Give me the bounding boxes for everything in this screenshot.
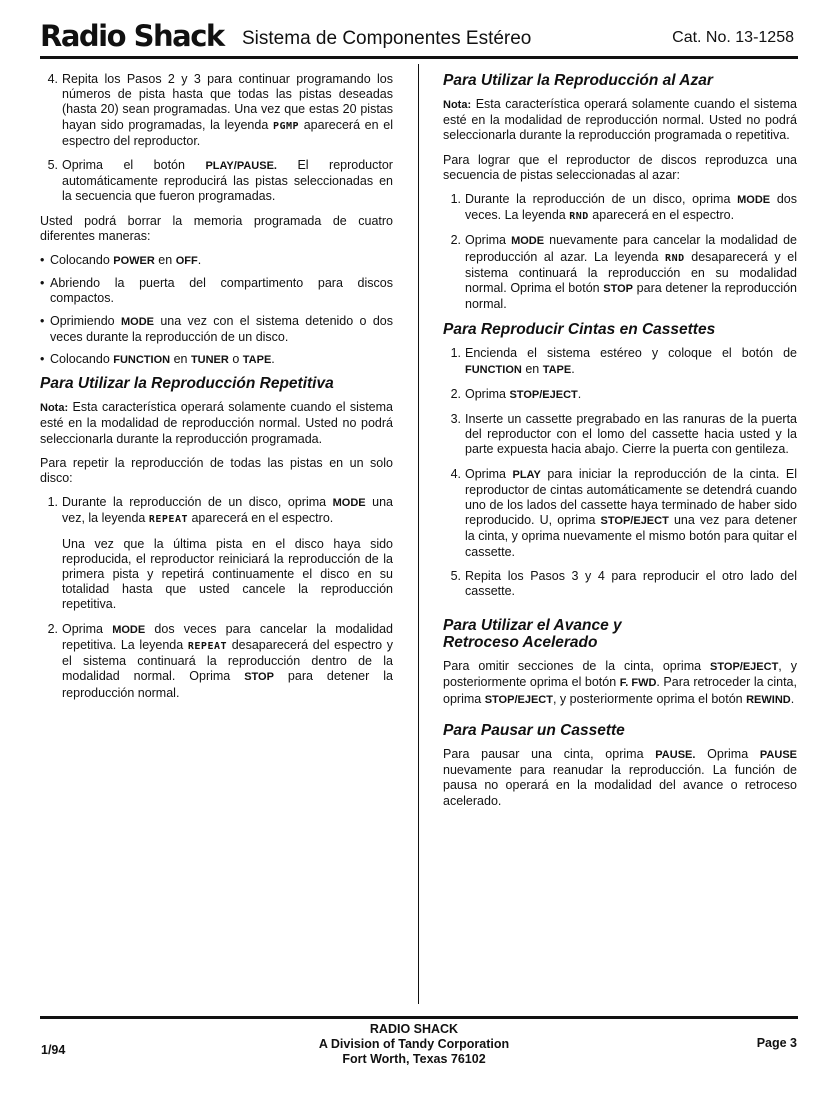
pause-section-heading: Para Pausar un Cassette: [443, 721, 625, 739]
fast-forward-instructions: Para omitir secciones de la cinta, oprima STOP/EJECT, y posteriormente oprima el botón F. FWD. Para retroceder la cinta, oprima STOP/EJECT, y posteriormente oprima el botón REWIND.: [443, 659, 797, 706]
erase-memory-intro: Usted podrá borrar la memoria programada de cuatro diferentes maneras:: [40, 213, 393, 243]
header-rule: [40, 56, 798, 59]
repeat-step-2: 2. Oprima MODE dos veces para cancelar la modalidad repetitiva. La leyenda REPEAT desaparecerá del espectro y el sistema continuará la reproducción dentro de la modalidad normal. Oprima STOP para detener la reproducción normal.: [47, 621, 393, 700]
fast-forward-heading-line-1: Para Utilizar el Avance y: [443, 617, 622, 635]
pgm-display-legend: PGMP: [272, 120, 300, 132]
footer-rule: [40, 1016, 798, 1019]
repeat-display-legend: REPEAT: [148, 514, 188, 526]
cassette-section-heading: Para Reproducir Cintas en Cassettes: [443, 321, 716, 339]
repeat-step-1-detail: Una vez que la última pista en el disco haya sido reproducida, el reproductor reiniciará la reproducción de la primera pista y repetirá continuamente el disco en su totalidad hasta que usted cancele la reproducción repetitiva.: [62, 536, 393, 612]
page-number: Page 3: [756, 1036, 797, 1050]
random-step-1: 1. Durante la reproducción de un disco, oprima MODE dos veces. La leyenda RND aparecerá en el espectro.: [450, 192, 797, 223]
random-step-2: 2. Oprima MODE nuevamente para cancelar la modalidad de reproducción al azar. La leyenda RND desaparecerá y el sistema continuará la reproducción en su modalidad normal. Oprima el botón STOP para detener la reproducción normal.: [450, 233, 798, 312]
erase-method-3: • Oprimiendo MODE una vez con el sistema detenido o dos veces durante la reproducción de un disco.: [40, 313, 393, 344]
radio-shack-logo: Radio Shack: [40, 19, 224, 53]
fast-forward-heading-line-2: Retroceso Acelerado: [443, 634, 598, 652]
cassette-step-5: 5. Repita los Pasos 3 y 4 para reproducir el otro lado del cassette.: [450, 568, 797, 599]
page-header: [40, 20, 798, 54]
random-section-heading: Para Utilizar la Reproducción al Azar: [443, 72, 713, 89]
repeat-section-heading: Para Utilizar la Reproducción Repetitiva: [40, 375, 334, 393]
cassette-step-3: 3. Inserte un cassette pregrabado en las ranuras de la puerta del reproductor con el lomo del cassette hacia usted y la parte expuesta hacia abajo. Cierre la puerta con gentileza.: [450, 412, 797, 457]
repeat-note: Nota: Esta característica operará solamente cuando el sistema esté en la modalidad de reproducción normal. Usted no podrá seleccionarla durante la reproducción programada.: [40, 400, 393, 446]
program-step-4: 4. Repita los Pasos 2 y 3 para continuar programando los números de pista hasta que todas las pistas deseadas (hasta 20) sean programadas. Una vez que estas 20 pistas hayan sido programadas, la leyenda PGMP aparecerá en el espectro del reproductor.: [47, 72, 393, 148]
rnd-display-legend: RND: [569, 211, 589, 223]
footer-date: 1/94: [41, 1043, 66, 1057]
program-step-5: 5. Oprima el botón PLAY/PAUSE. El reproductor automáticamente reproducirá las pistas seleccionadas en la secuencia que fueron programadas.: [47, 158, 393, 204]
pause-instructions: Para pausar una cinta, oprima PAUSE. Oprima PAUSE nuevamente para reanudar la reproducción. La función de pausa no operará en la modalidad del avance o retroceso acelerado.: [443, 746, 797, 808]
column-divider: [418, 64, 419, 1004]
erase-method-2: • Abriendo la puerta del compartimento para discos compactos.: [40, 276, 393, 306]
cassette-step-2: 2. Oprima STOP/EJECT.: [450, 386, 582, 401]
right-column: [443, 72, 797, 818]
catalog-number: Cat. No. 13-1258: [672, 29, 794, 46]
random-note: Nota: Esta característica operará solamente cuando el sistema esté en la modalidad de reproducción normal. Usted no podrá seleccionarla durante la reproducción programada o repetitiva.: [443, 97, 797, 143]
cassette-step-1: 1. Encienda el sistema estéreo y coloque el botón de FUNCTION en TAPE.: [450, 346, 797, 376]
random-intro: Para lograr que el reproductor de discos reproduzca una secuencia de pistas seleccionadas al azar:: [443, 152, 797, 182]
document-title: Sistema de Componentes Estéreo: [242, 28, 532, 49]
erase-method-4: • Colocando FUNCTION en TUNER o TAPE.: [40, 352, 275, 367]
erase-method-1: • Colocando POWER en OFF.: [40, 253, 202, 268]
left-column: [40, 72, 393, 710]
footer-company: RADIO SHACK A Division of Tandy Corporation Fort Worth, Texas 76102: [318, 1022, 510, 1066]
cassette-step-4: 4. Oprima PLAY para iniciar la reproducción de la cinta. El reproductor de cintas automáticamente se detendrá cuando uno de los lados del cassette haya terminado de haber sido reproducido. U, oprima STOP/EJECT una vez para detener la cinta, y oprima nuevamente el mismo botón para quitar el cassette.: [450, 466, 797, 559]
repeat-intro: Para repetir la reproducción de todas las pistas en un solo disco:: [40, 455, 393, 486]
repeat-step-1: 1. Durante la reproducción de un disco, oprima MODE una vez, la leyenda REPEAT aparecerá en el espectro.: [47, 495, 393, 526]
